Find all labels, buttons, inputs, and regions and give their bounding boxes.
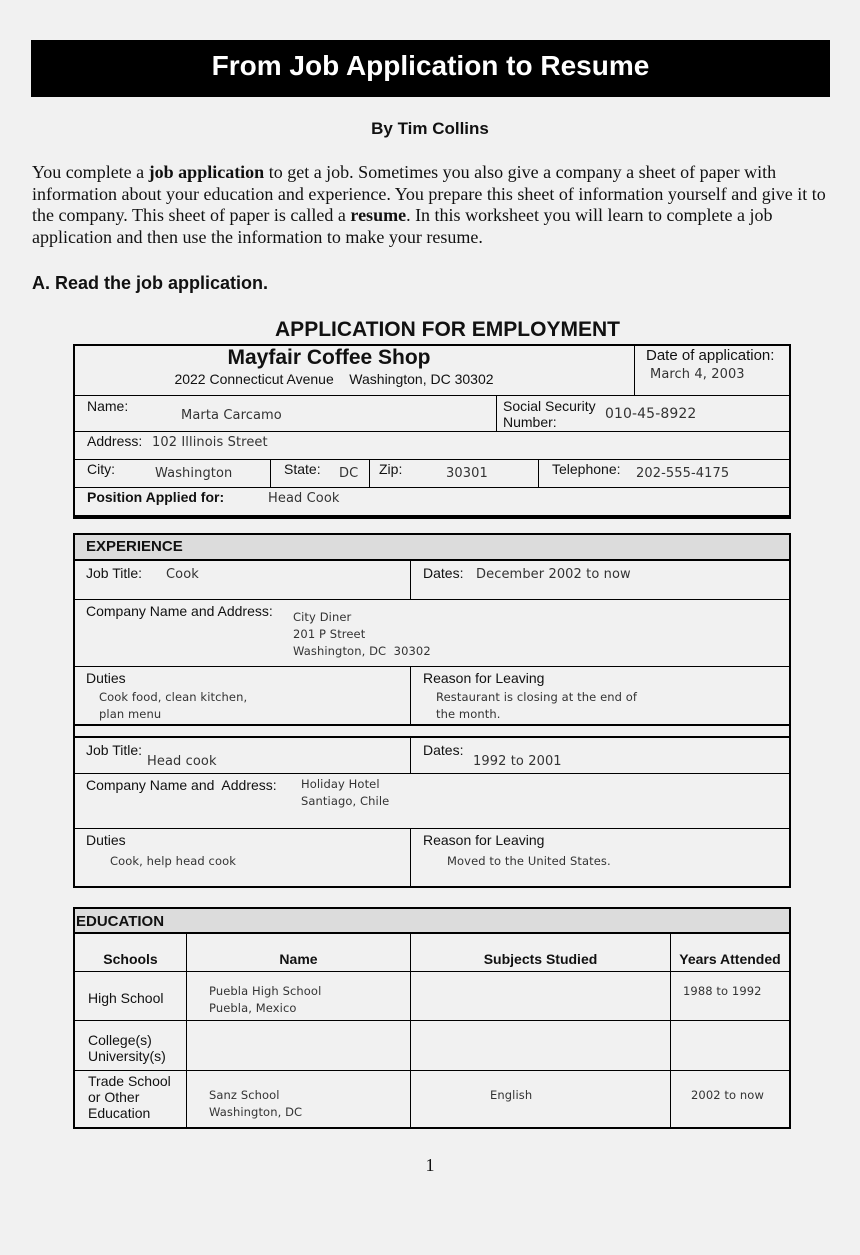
divider: [74, 515, 790, 517]
job1-title-value: Cook: [166, 567, 199, 582]
job2-duties-value: Cook, help head cook: [110, 854, 237, 868]
intro-paragraph: [32, 162, 832, 248]
divider: [270, 460, 271, 487]
ssn-label-2: Number:: [503, 414, 557, 430]
job1-reason-line1: Restaurant is closing at the end of: [436, 690, 638, 704]
application-title: APPLICATION FOR EMPLOYMENT: [275, 318, 620, 341]
edu-row3-name-line2: Washington, DC: [209, 1105, 303, 1119]
state-label: State:: [284, 461, 321, 477]
job1-duties-line2: plan menu: [99, 707, 162, 721]
job2-title-label: Job Title:: [86, 742, 143, 758]
divider: [74, 459, 790, 460]
intro-text-2: to get a job. Sometimes you also give a company a sheet of paper with information about your education and experience. You prepare this sheet of information yourself and give it to the company. This sheet of paper is called a: [32, 162, 826, 225]
position-label: Position Applied for:: [87, 489, 225, 505]
divider: [410, 561, 411, 599]
divider: [410, 667, 411, 724]
job1-dates-value: December 2002 to now: [476, 567, 631, 582]
job2-reason-label: Reason for Leaving: [423, 832, 545, 848]
divider: [74, 971, 790, 972]
intro-text-3: . In this worksheet you will learn to complete a job application and then use the information to make your resume.: [32, 205, 773, 247]
divider: [369, 460, 370, 487]
divider: [74, 736, 790, 738]
job1-reason-label: Reason for Leaving: [423, 670, 545, 686]
job1-duties-line1: Cook food, clean kitchen,: [99, 690, 248, 704]
col-header-name: Name: [279, 951, 318, 967]
position-value: Head Cook: [268, 491, 340, 506]
edu-row3-years: 2002 to now: [691, 1088, 764, 1102]
divider: [74, 932, 790, 934]
job2-company-line1: Holiday Hotel: [301, 777, 380, 791]
city-label: City:: [87, 461, 115, 477]
job1-reason-line2: the month.: [436, 707, 501, 721]
edu-row1-school: High School: [88, 990, 164, 1006]
job2-title-value: Head cook: [147, 754, 217, 769]
edu-row1-name-line2: Puebla, Mexico: [209, 1001, 297, 1015]
edu-row3-school-line2: or Other: [88, 1089, 140, 1105]
divider: [634, 345, 635, 395]
divider: [74, 666, 790, 667]
divider: [74, 431, 790, 432]
edu-row3-school-line1: Trade School: [88, 1073, 171, 1089]
divider: [74, 828, 790, 829]
edu-row2-school-line1: College(s): [88, 1032, 152, 1048]
divider: [538, 460, 539, 487]
address-label: Address:: [87, 433, 143, 449]
divider: [496, 396, 497, 431]
name-value: Marta Carcamo: [181, 408, 282, 423]
edu-row3-subjects: English: [490, 1088, 533, 1102]
col-header-schools: Schools: [103, 951, 158, 967]
edu-row2-school-line2: University(s): [88, 1048, 166, 1064]
job1-company-label: Company Name and Address:: [86, 603, 273, 619]
telephone-label: Telephone:: [552, 461, 621, 477]
col-header-subjects: Subjects Studied: [483, 951, 598, 967]
page-title: From Job Application to Resume: [211, 50, 650, 81]
job2-duties-label: Duties: [86, 832, 126, 848]
edu-row3-name-line1: Sanz School: [209, 1088, 280, 1102]
job2-company-line2: Santiago, Chile: [301, 794, 390, 808]
divider: [74, 1070, 790, 1071]
divider: [74, 1020, 790, 1021]
divider: [74, 724, 790, 726]
name-label: Name:: [87, 398, 129, 414]
col-header-years: Years Attended: [679, 951, 781, 967]
edu-row3-school-line3: Education: [88, 1105, 151, 1121]
job1-company-line1: City Diner: [293, 610, 352, 624]
zip-label: Zip:: [379, 461, 403, 477]
job1-duties-label: Duties: [86, 670, 126, 686]
divider: [74, 487, 790, 488]
ssn-label-1: Social Security: [503, 398, 596, 414]
divider: [74, 395, 790, 396]
company-name: Mayfair Coffee Shop: [227, 346, 431, 369]
job2-company-label: Company Name and Address:: [86, 777, 277, 793]
education-header-bar: [75, 909, 789, 932]
job1-dates-label: Dates:: [423, 565, 464, 581]
ssn-value: 010-45-8922: [605, 406, 697, 422]
divider: [74, 559, 790, 561]
state-value: DC: [339, 466, 359, 481]
experience-header: EXPERIENCE: [86, 538, 183, 555]
divider: [74, 773, 790, 774]
job2-dates-value: 1992 to 2001: [473, 754, 562, 769]
address-value: 102 Illinois Street: [152, 435, 268, 450]
intro-bold-resume: resume: [350, 205, 407, 225]
intro-text-1: You complete a: [32, 162, 149, 182]
divider: [410, 829, 411, 886]
section-a-heading: A. Read the job application.: [32, 273, 269, 293]
job1-title-label: Job Title:: [86, 565, 143, 581]
divider: [74, 599, 790, 600]
company-address: 2022 Connecticut Avenue Washington, DC 30302: [174, 371, 494, 387]
divider: [410, 738, 411, 773]
intro-bold-job-application: job application: [148, 162, 265, 182]
telephone-value: 202-555-4175: [636, 466, 730, 481]
zip-value: 30301: [446, 466, 488, 481]
job2-dates-label: Dates:: [423, 742, 464, 758]
date-value: March 4, 2003: [650, 367, 745, 382]
job2-reason-value: Moved to the United States.: [447, 854, 611, 868]
title-banner: [31, 40, 830, 97]
page-number: 1: [425, 1155, 435, 1175]
date-label: Date of application:: [646, 347, 775, 364]
job1-company-line3: Washington, DC 30302: [293, 644, 431, 658]
city-value: Washington: [155, 466, 233, 481]
edu-row1-name-line1: Puebla High School: [209, 984, 322, 998]
byline: By Tim Collins: [371, 119, 489, 138]
job1-company-line2: 201 P Street: [293, 627, 366, 641]
edu-row1-years: 1988 to 1992: [683, 984, 762, 998]
education-header: EDUCATION: [76, 913, 165, 930]
education-box: [73, 907, 791, 1129]
